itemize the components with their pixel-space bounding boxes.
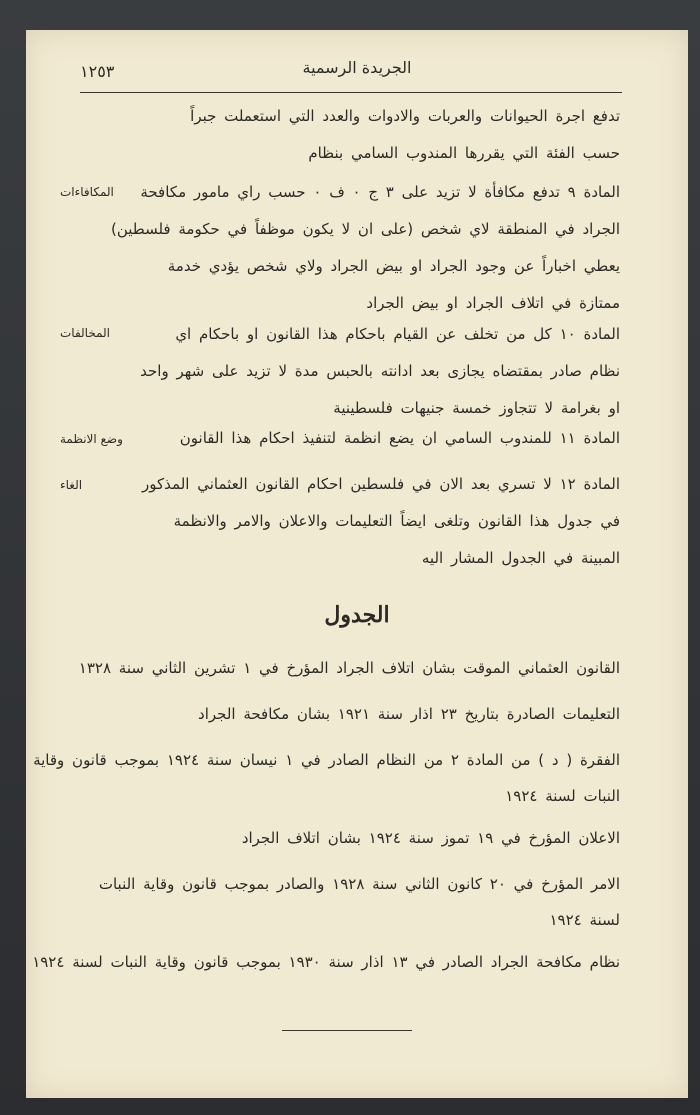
schedule-item: [66, 650, 620, 686]
text-line: المادة ١١ للمندوب السامي ان يضع انظمة لتنفيذ احكام هذا القانون: [179, 429, 620, 447]
header-divider: [80, 92, 622, 93]
text-line: الجراد في المنطقة لاي شخص (على ان لا يكون موظفاً في حكومة فلسطين): [110, 220, 620, 238]
text-line: القانون العثماني الموقت بشان اتلاف الجراد المؤرخ في ١ تشرين الثاني سنة ١٣٢٨: [78, 659, 620, 677]
margin-note-rewards: المكافاءات: [60, 185, 114, 199]
schedule-title: الجدول: [324, 602, 390, 628]
text-line: المادة ١٠ كل من تخلف عن القيام باحكام هذا القانون او باحكام اي: [175, 325, 620, 343]
schedule-item: [66, 866, 620, 938]
text-line: تدفع اجرة الحيوانات والعربات والادوات والعدد التي استعملت جبراً: [190, 107, 620, 125]
margin-note-repeal: الغاء: [60, 478, 83, 492]
page-header-title: الجريدة الرسمية: [302, 58, 412, 77]
text-line: لسنة ١٩٢٤: [549, 911, 620, 929]
margin-note-offences: المخالفات: [60, 326, 111, 340]
text-line: يعطي اخباراً عن وجود الجراد او بيض الجراد ولاي شخص يؤدي خدمة: [167, 257, 620, 275]
text-line: الاعلان المؤرخ في ١٩ تموز سنة ١٩٢٤ بشان اتلاف الجراد: [241, 829, 620, 847]
text-line: نظام مكافحة الجراد الصادر في ١٣ اذار سنة ١٩٣٠ بموجب قانون وقاية النبات لسنة ١٩٢٤ .: [19, 953, 620, 971]
text-line: ممتازة في اتلاف الجراد او بيض الجراد: [366, 294, 620, 312]
page-number: ١٢٥٣: [80, 62, 115, 81]
text-line: التعليمات الصادرة بتاريخ ٢٣ اذار سنة ١٩٢١ بشان مكافحة الجراد: [198, 705, 620, 723]
text-line: المادة ١٢ لا تسري بعد الان في فلسطين احكام القانون العثماني المذكور: [142, 475, 620, 493]
schedule-item: [19, 944, 620, 980]
margin-note-regulations: وضع الانظمة: [60, 432, 123, 446]
text-line: المبينة في الجدول المشار اليه: [421, 549, 620, 567]
text-line: في جدول هذا القانون وتلغى ايضاً التعليمات والاعلان والامر والانظمة: [173, 512, 620, 530]
text-line: المادة ٩ تدفع مكافأة لا تزيد على ٣ ج ٠ ف ٠ حسب راي مامور مكافحة: [140, 183, 620, 201]
intro-paragraph: [66, 98, 620, 172]
schedule-item: [66, 696, 620, 732]
text-line: او بغرامة لا تتجاوز خمسة جنيهات فلسطينية: [333, 399, 620, 417]
text-line: نظام صادر بمقتضاه يجازى بعد ادانته بالحبس مدة لا تزيد على شهر واحد: [140, 362, 620, 380]
text-line: النبات لسنة ١٩٢٤: [505, 787, 620, 805]
document-page: [19, 30, 688, 1098]
text-line: حسب الفئة التي يقررها المندوب السامي بنظام: [308, 144, 620, 162]
text-line: الامر المؤرخ في ٢٠ كانون الثاني سنة ١٩٢٨ والصادر بموجب قانون وقاية النبات: [98, 875, 620, 893]
footer-divider: [282, 1030, 412, 1031]
schedule-item: [33, 742, 620, 814]
schedule-item: [66, 820, 620, 856]
text-line: الفقرة ( د ) من المادة ٢ من النظام الصادر في ١ نيسان سنة ١٩٢٤ بموجب قانون وقاية: [33, 751, 620, 769]
